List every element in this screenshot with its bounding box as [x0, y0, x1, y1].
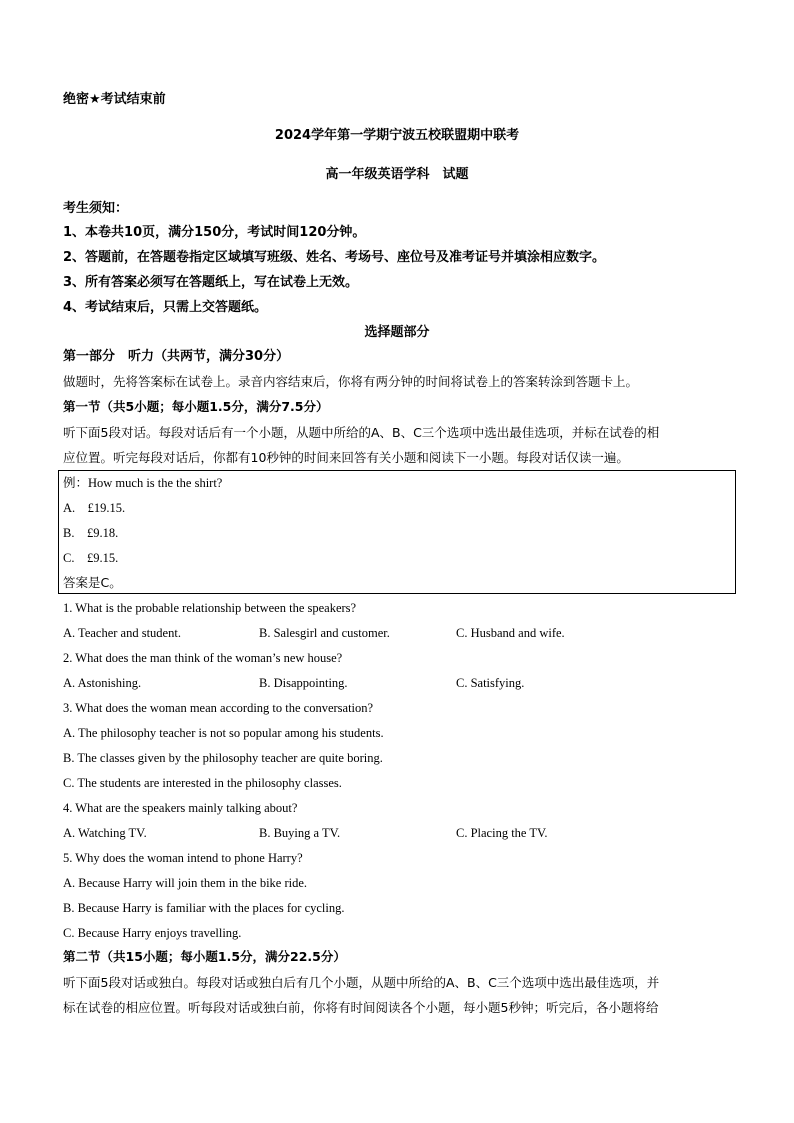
- q3-option-a: A. The philosophy teacher is not so popular among his students.: [63, 726, 384, 740]
- q4-option-c: C. Placing the TV.: [456, 826, 548, 840]
- question-2: 2. What does the man think of the woman’s new house?: [63, 651, 343, 665]
- example-option-c: C. £9.15.: [63, 551, 119, 565]
- section-title: 选择题部分: [364, 325, 430, 340]
- sec2-intro: 标在试卷的相应位置。听每段对话或独白前，你将有时间阅读各个小题，每小题5秒钟；听完后，各小题将给: [63, 1000, 659, 1015]
- example-question: 例：How much is the the shirt?: [63, 476, 223, 490]
- confidential-label: 绝密★考试结束前: [63, 92, 166, 107]
- notice-item: 2、答题前，在答题卷指定区域填写班级、姓名、考场号、座位号及准考证号并填涂相应数字。: [63, 250, 606, 265]
- q1-option-a: A. Teacher and student.: [63, 626, 181, 640]
- sec1-intro: 听下面5段对话。每段对话后有一个小题，从题中所给的A、B、C三个选项中选出最佳选项，并标在试卷的相: [63, 425, 660, 440]
- sec1-intro: 应位置。听完每段对话后，你都有10秒钟的时间来回答有关小题和阅读下一小题。每段对话仅读一遍。: [63, 450, 629, 465]
- exam-subtitle: 高一年级英语学科 试题: [325, 167, 469, 182]
- q2-option-b: B. Disappointing.: [259, 676, 348, 690]
- question-1: 1. What is the probable relationship between the speakers?: [63, 601, 357, 615]
- sec1-heading: 第一节（共5小题；每小题1.5分，满分7.5分）: [63, 399, 329, 414]
- part1-intro: 做题时，先将答案标在试卷上。录音内容结束后，你将有两分钟的时间将试卷上的答案转涂到答题卡上。: [63, 374, 639, 389]
- q4-option-a: A. Watching TV.: [63, 826, 147, 840]
- question-5: 5. Why does the woman intend to phone Harry?: [63, 851, 303, 865]
- q2-option-c: C. Satisfying.: [456, 676, 525, 690]
- exam-title: 2024学年第一学期宁波五校联盟期中联考: [274, 128, 520, 143]
- q4-option-b: B. Buying a TV.: [259, 826, 341, 840]
- q2-option-a: A. Astonishing.: [63, 676, 142, 690]
- example-option-a: A. £19.15.: [63, 501, 126, 515]
- sec2-heading: 第二节（共15小题；每小题1.5分，满分22.5分）: [63, 949, 346, 964]
- question-3: 3. What does the woman mean according to the conversation?: [63, 701, 374, 715]
- question-4: 4. What are the speakers mainly talking about?: [63, 801, 298, 815]
- example-option-b: B. £9.18.: [63, 526, 119, 540]
- q1-option-c: C. Husband and wife.: [456, 626, 565, 640]
- notice-item: 4、考试结束后，只需上交答题纸。: [63, 300, 268, 315]
- example-answer: 答案是C。: [63, 575, 122, 590]
- sec2-intro: 听下面5段对话或独白。每段对话或独白后有几个小题，从题中所给的A、B、C三个选项中选出最佳选项，并: [63, 975, 660, 990]
- q5-option-b: B. Because Harry is familiar with the places for cycling.: [63, 901, 345, 915]
- notice-item: 1、本卷共10页，满分150分，考试时间120分钟。: [63, 225, 366, 240]
- q5-option-c: C. Because Harry enjoys travelling.: [63, 926, 242, 940]
- q1-option-b: B. Salesgirl and customer.: [259, 626, 390, 640]
- q5-option-a: A. Because Harry will join them in the bike ride.: [63, 876, 308, 890]
- part1-heading: 第一部分 听力（共两节，满分30分）: [63, 349, 290, 364]
- notice-item: 3、所有答案必须写在答题纸上，写在试卷上无效。: [63, 275, 359, 290]
- q3-option-b: B. The classes given by the philosophy teacher are quite boring.: [63, 751, 383, 765]
- notice-heading: 考生须知：: [63, 201, 129, 216]
- q3-option-c: C. The students are interested in the philosophy classes.: [63, 776, 342, 790]
